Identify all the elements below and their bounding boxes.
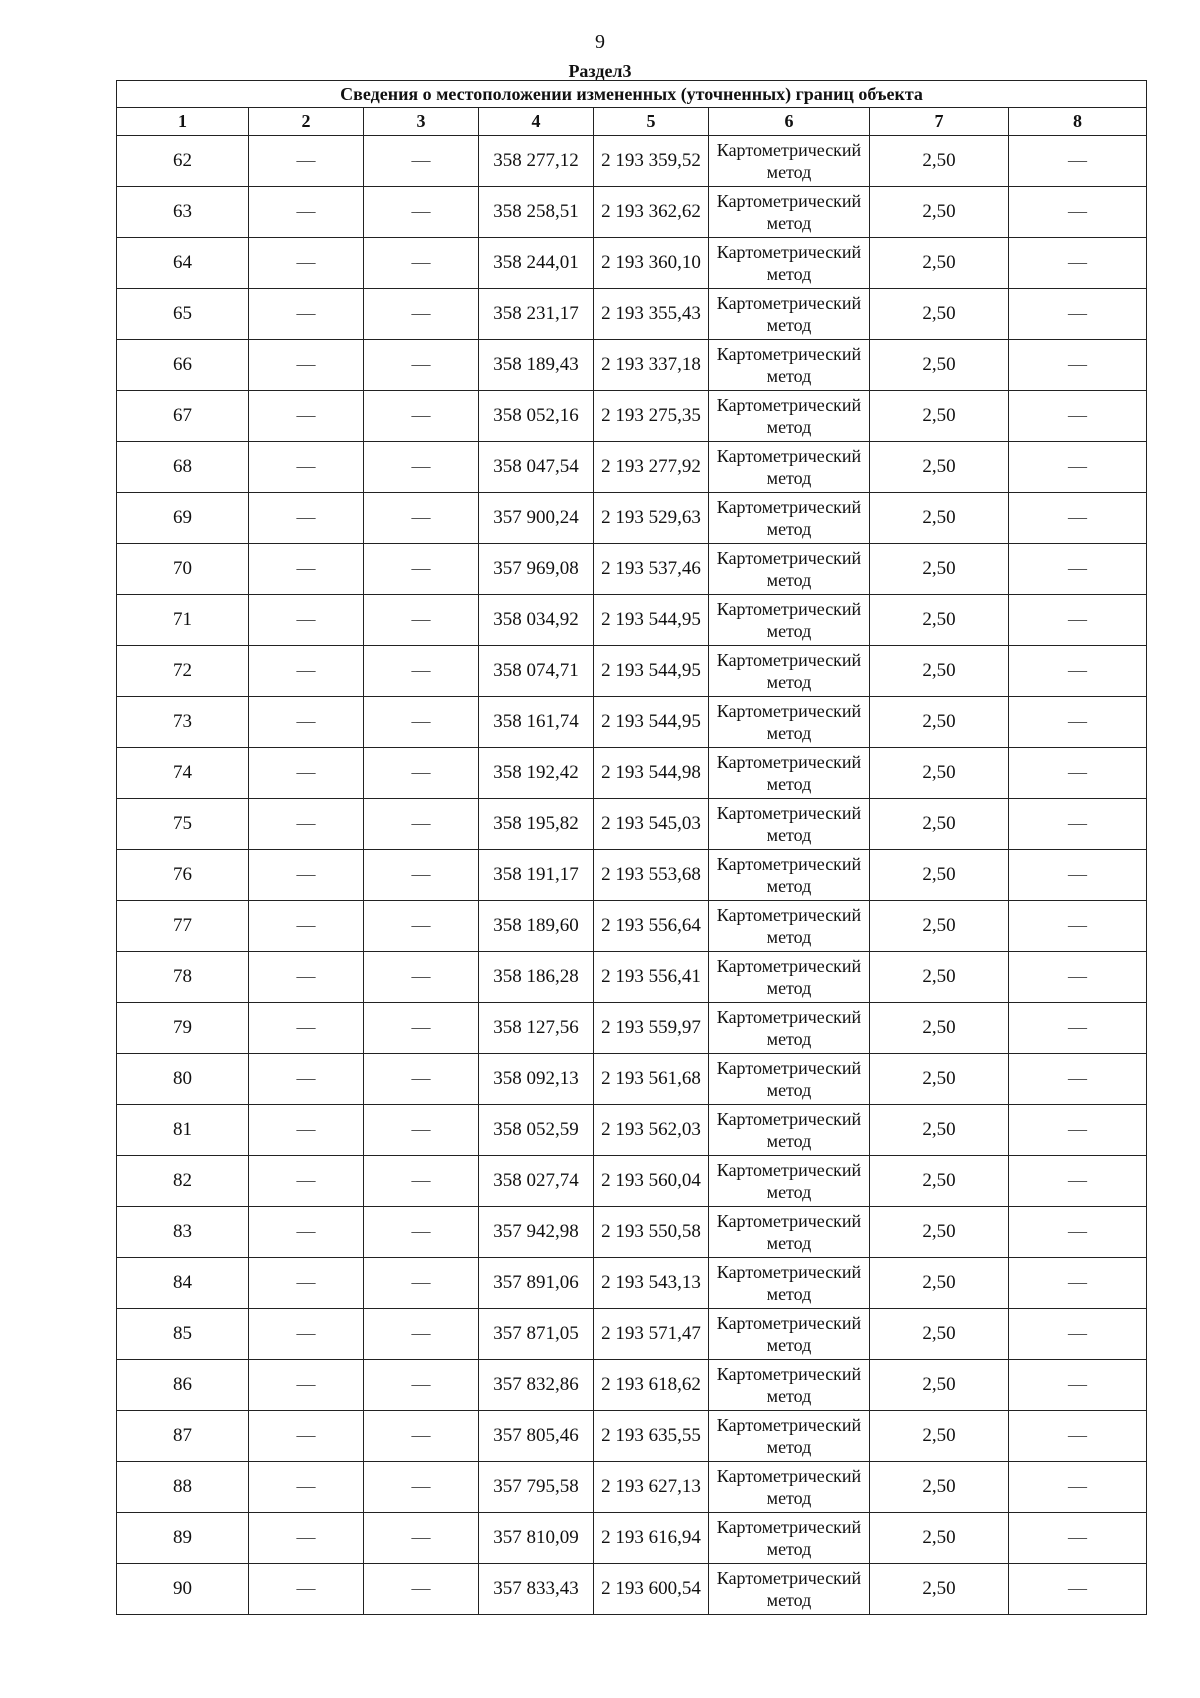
col2-value: — bbox=[249, 646, 364, 697]
col3-value: — bbox=[364, 391, 479, 442]
x-coordinate: 357 871,05 bbox=[479, 1309, 594, 1360]
column-header-3: 3 bbox=[364, 108, 479, 136]
point-number: 89 bbox=[117, 1513, 249, 1564]
point-number: 75 bbox=[117, 799, 249, 850]
col3-value: — bbox=[364, 1411, 479, 1462]
determination-method: Картометрический метод bbox=[709, 1309, 870, 1360]
x-coordinate: 358 186,28 bbox=[479, 952, 594, 1003]
x-coordinate: 357 969,08 bbox=[479, 544, 594, 595]
col8-value: — bbox=[1009, 595, 1147, 646]
col2-value: — bbox=[249, 1462, 364, 1513]
col8-value: — bbox=[1009, 238, 1147, 289]
col3-value: — bbox=[364, 646, 479, 697]
col8-value: — bbox=[1009, 748, 1147, 799]
table-row bbox=[117, 850, 1147, 901]
y-coordinate: 2 193 627,13 bbox=[594, 1462, 709, 1513]
determination-method: Картометрический метод bbox=[709, 1360, 870, 1411]
boundary-coordinates-table bbox=[116, 80, 1147, 1615]
determination-method: Картометрический метод bbox=[709, 1054, 870, 1105]
col2-value: — bbox=[249, 595, 364, 646]
col8-value: — bbox=[1009, 1360, 1147, 1411]
col2-value: — bbox=[249, 1156, 364, 1207]
accuracy-value: 2,50 bbox=[870, 1360, 1009, 1411]
accuracy-value: 2,50 bbox=[870, 391, 1009, 442]
col8-value: — bbox=[1009, 493, 1147, 544]
col3-value: — bbox=[364, 1462, 479, 1513]
col3-value: — bbox=[364, 1054, 479, 1105]
point-number: 80 bbox=[117, 1054, 249, 1105]
column-header-7: 7 bbox=[870, 108, 1009, 136]
point-number: 84 bbox=[117, 1258, 249, 1309]
y-coordinate: 2 193 600,54 bbox=[594, 1564, 709, 1615]
col3-value: — bbox=[364, 697, 479, 748]
point-number: 62 bbox=[117, 136, 249, 187]
accuracy-value: 2,50 bbox=[870, 595, 1009, 646]
accuracy-value: 2,50 bbox=[870, 646, 1009, 697]
col2-value: — bbox=[249, 1207, 364, 1258]
x-coordinate: 358 258,51 bbox=[479, 187, 594, 238]
col3-value: — bbox=[364, 1207, 479, 1258]
table-row bbox=[117, 1054, 1147, 1105]
col8-value: — bbox=[1009, 799, 1147, 850]
determination-method: Картометрический метод bbox=[709, 1411, 870, 1462]
x-coordinate: 358 052,16 bbox=[479, 391, 594, 442]
accuracy-value: 2,50 bbox=[870, 952, 1009, 1003]
determination-method: Картометрический метод bbox=[709, 1207, 870, 1258]
table-row bbox=[117, 442, 1147, 493]
table-row bbox=[117, 1564, 1147, 1615]
table-row bbox=[117, 697, 1147, 748]
col8-value: — bbox=[1009, 952, 1147, 1003]
col2-value: — bbox=[249, 1564, 364, 1615]
determination-method: Картометрический метод bbox=[709, 442, 870, 493]
col2-value: — bbox=[249, 289, 364, 340]
x-coordinate: 358 195,82 bbox=[479, 799, 594, 850]
col8-value: — bbox=[1009, 391, 1147, 442]
col2-value: — bbox=[249, 340, 364, 391]
col2-value: — bbox=[249, 901, 364, 952]
x-coordinate: 358 161,74 bbox=[479, 697, 594, 748]
y-coordinate: 2 193 635,55 bbox=[594, 1411, 709, 1462]
y-coordinate: 2 193 360,10 bbox=[594, 238, 709, 289]
y-coordinate: 2 193 562,03 bbox=[594, 1105, 709, 1156]
determination-method: Картометрический метод bbox=[709, 1105, 870, 1156]
col2-value: — bbox=[249, 238, 364, 289]
col3-value: — bbox=[364, 1003, 479, 1054]
accuracy-value: 2,50 bbox=[870, 1411, 1009, 1462]
col8-value: — bbox=[1009, 1513, 1147, 1564]
accuracy-value: 2,50 bbox=[870, 340, 1009, 391]
col3-value: — bbox=[364, 1156, 479, 1207]
x-coordinate: 358 189,60 bbox=[479, 901, 594, 952]
col2-value: — bbox=[249, 1309, 364, 1360]
accuracy-value: 2,50 bbox=[870, 1105, 1009, 1156]
point-number: 66 bbox=[117, 340, 249, 391]
y-coordinate: 2 193 556,64 bbox=[594, 901, 709, 952]
col3-value: — bbox=[364, 493, 479, 544]
col3-value: — bbox=[364, 901, 479, 952]
column-header-4: 4 bbox=[479, 108, 594, 136]
accuracy-value: 2,50 bbox=[870, 697, 1009, 748]
y-coordinate: 2 193 362,62 bbox=[594, 187, 709, 238]
point-number: 90 bbox=[117, 1564, 249, 1615]
col3-value: — bbox=[364, 544, 479, 595]
table-row bbox=[117, 1360, 1147, 1411]
x-coordinate: 357 833,43 bbox=[479, 1564, 594, 1615]
col3-value: — bbox=[364, 799, 479, 850]
col8-value: — bbox=[1009, 289, 1147, 340]
col8-value: — bbox=[1009, 1156, 1147, 1207]
table-row bbox=[117, 952, 1147, 1003]
accuracy-value: 2,50 bbox=[870, 1564, 1009, 1615]
table-row bbox=[117, 1258, 1147, 1309]
x-coordinate: 358 052,59 bbox=[479, 1105, 594, 1156]
col8-value: — bbox=[1009, 442, 1147, 493]
col3-value: — bbox=[364, 1105, 479, 1156]
col3-value: — bbox=[364, 238, 479, 289]
point-number: 85 bbox=[117, 1309, 249, 1360]
accuracy-value: 2,50 bbox=[870, 850, 1009, 901]
determination-method: Картометрический метод bbox=[709, 952, 870, 1003]
point-number: 73 bbox=[117, 697, 249, 748]
y-coordinate: 2 193 337,18 bbox=[594, 340, 709, 391]
point-number: 76 bbox=[117, 850, 249, 901]
y-coordinate: 2 193 545,03 bbox=[594, 799, 709, 850]
point-number: 70 bbox=[117, 544, 249, 595]
y-coordinate: 2 193 571,47 bbox=[594, 1309, 709, 1360]
column-number-header-row bbox=[117, 108, 1147, 136]
accuracy-value: 2,50 bbox=[870, 901, 1009, 952]
determination-method: Картометрический метод bbox=[709, 799, 870, 850]
accuracy-value: 2,50 bbox=[870, 1309, 1009, 1360]
point-number: 87 bbox=[117, 1411, 249, 1462]
determination-method: Картометрический метод bbox=[709, 340, 870, 391]
col2-value: — bbox=[249, 1513, 364, 1564]
y-coordinate: 2 193 544,95 bbox=[594, 646, 709, 697]
col3-value: — bbox=[364, 289, 479, 340]
col3-value: — bbox=[364, 595, 479, 646]
col2-value: — bbox=[249, 850, 364, 901]
accuracy-value: 2,50 bbox=[870, 136, 1009, 187]
col3-value: — bbox=[364, 1360, 479, 1411]
column-header-5: 5 bbox=[594, 108, 709, 136]
table-row bbox=[117, 748, 1147, 799]
col3-value: — bbox=[364, 1309, 479, 1360]
col8-value: — bbox=[1009, 136, 1147, 187]
col8-value: — bbox=[1009, 1054, 1147, 1105]
x-coordinate: 358 027,74 bbox=[479, 1156, 594, 1207]
col8-value: — bbox=[1009, 340, 1147, 391]
y-coordinate: 2 193 544,95 bbox=[594, 697, 709, 748]
col2-value: — bbox=[249, 748, 364, 799]
x-coordinate: 358 231,17 bbox=[479, 289, 594, 340]
determination-method: Картометрический метод bbox=[709, 238, 870, 289]
table-row bbox=[117, 391, 1147, 442]
col8-value: — bbox=[1009, 1105, 1147, 1156]
y-coordinate: 2 193 537,46 bbox=[594, 544, 709, 595]
table-row bbox=[117, 544, 1147, 595]
point-number: 88 bbox=[117, 1462, 249, 1513]
col8-value: — bbox=[1009, 1564, 1147, 1615]
col2-value: — bbox=[249, 544, 364, 595]
col3-value: — bbox=[364, 187, 479, 238]
col8-value: — bbox=[1009, 1003, 1147, 1054]
point-number: 77 bbox=[117, 901, 249, 952]
x-coordinate: 358 127,56 bbox=[479, 1003, 594, 1054]
x-coordinate: 357 832,86 bbox=[479, 1360, 594, 1411]
table-row bbox=[117, 493, 1147, 544]
y-coordinate: 2 193 550,58 bbox=[594, 1207, 709, 1258]
point-number: 83 bbox=[117, 1207, 249, 1258]
page-number: 9 bbox=[595, 31, 605, 53]
x-coordinate: 358 074,71 bbox=[479, 646, 594, 697]
determination-method: Картометрический метод bbox=[709, 136, 870, 187]
table-row bbox=[117, 901, 1147, 952]
col8-value: — bbox=[1009, 1258, 1147, 1309]
accuracy-value: 2,50 bbox=[870, 1258, 1009, 1309]
point-number: 69 bbox=[117, 493, 249, 544]
col2-value: — bbox=[249, 442, 364, 493]
x-coordinate: 357 942,98 bbox=[479, 1207, 594, 1258]
y-coordinate: 2 193 560,04 bbox=[594, 1156, 709, 1207]
x-coordinate: 357 891,06 bbox=[479, 1258, 594, 1309]
col3-value: — bbox=[364, 442, 479, 493]
x-coordinate: 357 795,58 bbox=[479, 1462, 594, 1513]
y-coordinate: 2 193 275,35 bbox=[594, 391, 709, 442]
col2-value: — bbox=[249, 799, 364, 850]
accuracy-value: 2,50 bbox=[870, 1207, 1009, 1258]
col8-value: — bbox=[1009, 1309, 1147, 1360]
accuracy-value: 2,50 bbox=[870, 544, 1009, 595]
x-coordinate: 357 805,46 bbox=[479, 1411, 594, 1462]
table-row bbox=[117, 1411, 1147, 1462]
col8-value: — bbox=[1009, 646, 1147, 697]
col8-value: — bbox=[1009, 1207, 1147, 1258]
table-row bbox=[117, 799, 1147, 850]
point-number: 86 bbox=[117, 1360, 249, 1411]
column-header-1: 1 bbox=[117, 108, 249, 136]
accuracy-value: 2,50 bbox=[870, 1513, 1009, 1564]
col2-value: — bbox=[249, 187, 364, 238]
table-row bbox=[117, 1156, 1147, 1207]
accuracy-value: 2,50 bbox=[870, 1003, 1009, 1054]
determination-method: Картометрический метод bbox=[709, 1003, 870, 1054]
y-coordinate: 2 193 359,52 bbox=[594, 136, 709, 187]
determination-method: Картометрический метод bbox=[709, 697, 870, 748]
table-row bbox=[117, 187, 1147, 238]
accuracy-value: 2,50 bbox=[870, 1054, 1009, 1105]
col2-value: — bbox=[249, 1105, 364, 1156]
accuracy-value: 2,50 bbox=[870, 238, 1009, 289]
col3-value: — bbox=[364, 1564, 479, 1615]
table-row bbox=[117, 1105, 1147, 1156]
col3-value: — bbox=[364, 1258, 479, 1309]
accuracy-value: 2,50 bbox=[870, 442, 1009, 493]
determination-method: Картометрический метод bbox=[709, 595, 870, 646]
x-coordinate: 358 092,13 bbox=[479, 1054, 594, 1105]
x-coordinate: 358 277,12 bbox=[479, 136, 594, 187]
col8-value: — bbox=[1009, 187, 1147, 238]
point-number: 63 bbox=[117, 187, 249, 238]
point-number: 65 bbox=[117, 289, 249, 340]
column-header-8: 8 bbox=[1009, 108, 1147, 136]
point-number: 81 bbox=[117, 1105, 249, 1156]
determination-method: Картометрический метод bbox=[709, 493, 870, 544]
x-coordinate: 358 047,54 bbox=[479, 442, 594, 493]
x-coordinate: 357 900,24 bbox=[479, 493, 594, 544]
x-coordinate: 357 810,09 bbox=[479, 1513, 594, 1564]
determination-method: Картометрический метод bbox=[709, 1564, 870, 1615]
col2-value: — bbox=[249, 493, 364, 544]
x-coordinate: 358 192,42 bbox=[479, 748, 594, 799]
table-row bbox=[117, 595, 1147, 646]
y-coordinate: 2 193 277,92 bbox=[594, 442, 709, 493]
point-number: 78 bbox=[117, 952, 249, 1003]
point-number: 79 bbox=[117, 1003, 249, 1054]
table-row bbox=[117, 136, 1147, 187]
col8-value: — bbox=[1009, 1411, 1147, 1462]
table-row bbox=[117, 1513, 1147, 1564]
col8-value: — bbox=[1009, 901, 1147, 952]
table-row bbox=[117, 1462, 1147, 1513]
col8-value: — bbox=[1009, 544, 1147, 595]
col3-value: — bbox=[364, 136, 479, 187]
y-coordinate: 2 193 616,94 bbox=[594, 1513, 709, 1564]
accuracy-value: 2,50 bbox=[870, 1462, 1009, 1513]
point-number: 72 bbox=[117, 646, 249, 697]
x-coordinate: 358 034,92 bbox=[479, 595, 594, 646]
table-row bbox=[117, 340, 1147, 391]
y-coordinate: 2 193 529,63 bbox=[594, 493, 709, 544]
col2-value: — bbox=[249, 1054, 364, 1105]
table-row bbox=[117, 1309, 1147, 1360]
y-coordinate: 2 193 544,98 bbox=[594, 748, 709, 799]
x-coordinate: 358 191,17 bbox=[479, 850, 594, 901]
point-number: 64 bbox=[117, 238, 249, 289]
accuracy-value: 2,50 bbox=[870, 289, 1009, 340]
accuracy-value: 2,50 bbox=[870, 1156, 1009, 1207]
point-number: 67 bbox=[117, 391, 249, 442]
y-coordinate: 2 193 559,97 bbox=[594, 1003, 709, 1054]
y-coordinate: 2 193 553,68 bbox=[594, 850, 709, 901]
col3-value: — bbox=[364, 748, 479, 799]
table-row bbox=[117, 238, 1147, 289]
col2-value: — bbox=[249, 1258, 364, 1309]
table-row bbox=[117, 1207, 1147, 1258]
col3-value: — bbox=[364, 850, 479, 901]
table-caption: Сведения о местоположении измененных (уточненных) границ объекта bbox=[117, 81, 1147, 108]
accuracy-value: 2,50 bbox=[870, 187, 1009, 238]
point-number: 74 bbox=[117, 748, 249, 799]
point-number: 82 bbox=[117, 1156, 249, 1207]
determination-method: Картометрический метод bbox=[709, 1156, 870, 1207]
col2-value: — bbox=[249, 1003, 364, 1054]
table-row bbox=[117, 646, 1147, 697]
col8-value: — bbox=[1009, 1462, 1147, 1513]
y-coordinate: 2 193 543,13 bbox=[594, 1258, 709, 1309]
accuracy-value: 2,50 bbox=[870, 748, 1009, 799]
accuracy-value: 2,50 bbox=[870, 493, 1009, 544]
col2-value: — bbox=[249, 697, 364, 748]
x-coordinate: 358 244,01 bbox=[479, 238, 594, 289]
y-coordinate: 2 193 355,43 bbox=[594, 289, 709, 340]
table-body bbox=[117, 136, 1147, 1615]
table-row bbox=[117, 289, 1147, 340]
col2-value: — bbox=[249, 1360, 364, 1411]
col2-value: — bbox=[249, 1411, 364, 1462]
y-coordinate: 2 193 544,95 bbox=[594, 595, 709, 646]
determination-method: Картометрический метод bbox=[709, 901, 870, 952]
determination-method: Картометрический метод bbox=[709, 850, 870, 901]
y-coordinate: 2 193 561,68 bbox=[594, 1054, 709, 1105]
col3-value: — bbox=[364, 340, 479, 391]
determination-method: Картометрический метод bbox=[709, 1258, 870, 1309]
column-header-6: 6 bbox=[709, 108, 870, 136]
determination-method: Картометрический метод bbox=[709, 391, 870, 442]
point-number: 71 bbox=[117, 595, 249, 646]
y-coordinate: 2 193 556,41 bbox=[594, 952, 709, 1003]
point-number: 68 bbox=[117, 442, 249, 493]
determination-method: Картометрический метод bbox=[709, 1462, 870, 1513]
col3-value: — bbox=[364, 952, 479, 1003]
y-coordinate: 2 193 618,62 bbox=[594, 1360, 709, 1411]
col3-value: — bbox=[364, 1513, 479, 1564]
determination-method: Картометрический метод bbox=[709, 1513, 870, 1564]
determination-method: Картометрический метод bbox=[709, 187, 870, 238]
accuracy-value: 2,50 bbox=[870, 799, 1009, 850]
col2-value: — bbox=[249, 952, 364, 1003]
column-header-2: 2 bbox=[249, 108, 364, 136]
col8-value: — bbox=[1009, 697, 1147, 748]
x-coordinate: 358 189,43 bbox=[479, 340, 594, 391]
determination-method: Картометрический метод bbox=[709, 544, 870, 595]
col8-value: — bbox=[1009, 850, 1147, 901]
col2-value: — bbox=[249, 136, 364, 187]
section-title: Раздел3 bbox=[568, 61, 632, 81]
table-row bbox=[117, 1003, 1147, 1054]
col2-value: — bbox=[249, 391, 364, 442]
determination-method: Картометрический метод bbox=[709, 748, 870, 799]
determination-method: Картометрический метод bbox=[709, 646, 870, 697]
determination-method: Картометрический метод bbox=[709, 289, 870, 340]
